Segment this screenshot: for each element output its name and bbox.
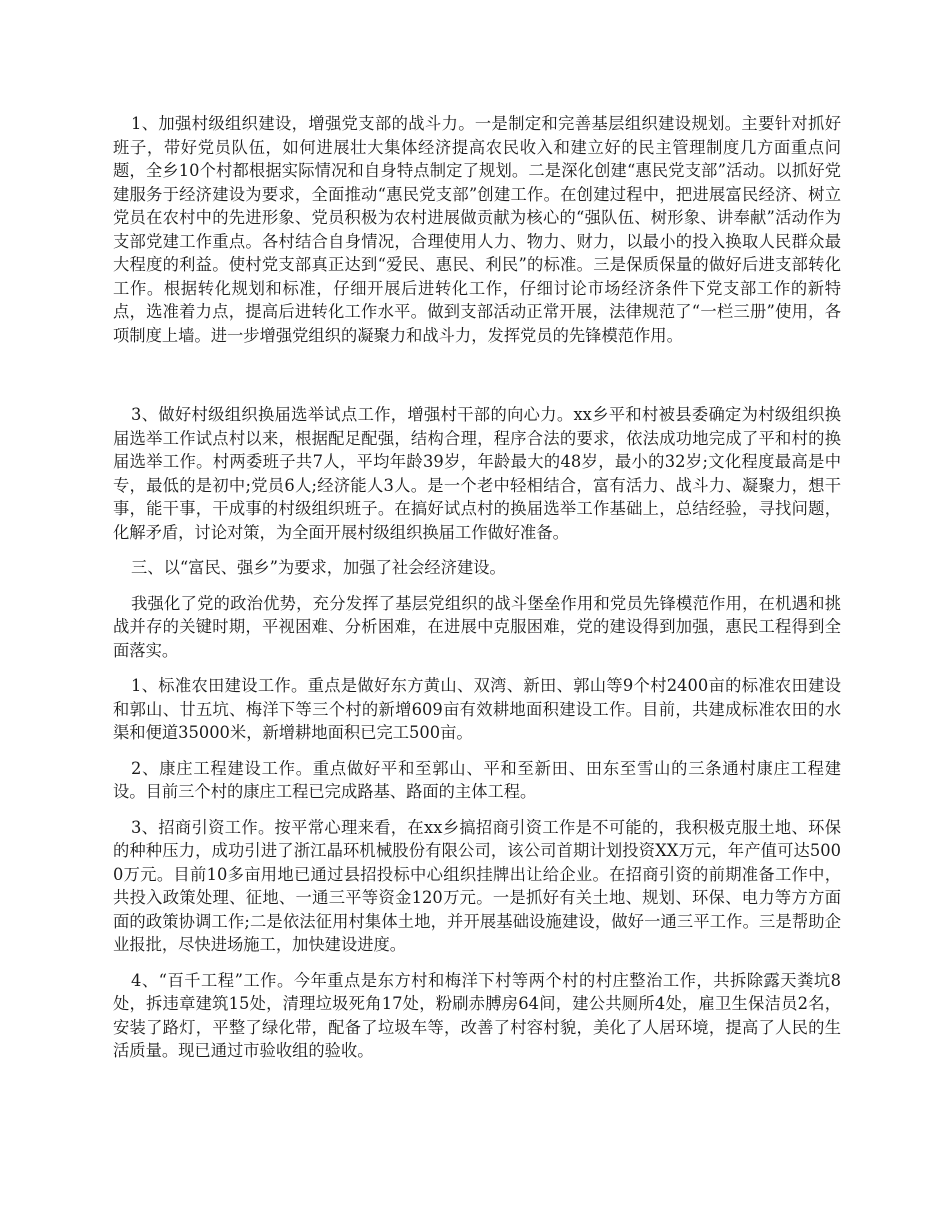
paragraph-farmland-construction: 1、标准农田建设工作。重点是做好东方黄山、双湾、新田、郭山等9个村2400亩的标准农田建设和郭山、廿五坑、梅洋下等三个村的新增609亩有效耕地面积建设工作。目前，共建成标准农田的水渠和便道35000米，新增耕地面积已完工500亩。 [113,676,841,742]
paragraph-political-advantage: 我强化了党的政治优势，充分发挥了基层党组织的战斗堡垒作用和党员先锋模范作用，在机遇和挑战并存的关键时期，平视困难、分析困难，在进展中克服困难，党的建设得到加强，惠民工程得到全面落实。 [113,593,841,660]
paragraph-kangzhuang-project: 2、康庄工程建设工作。重点做好平和至郭山、平和至新田、田东至雪山的三条通村康庄工程建设。目前三个村的康庄工程已完成路基、路面的主体工程。 [113,758,841,801]
paragraph-village-election: 3、做好村级组织换届选举试点工作，增强村干部的向心力。xx乡平和村被县委确定为村级组织换届选举工作试点村以来，根据配足配强，结构合理，程序合法的要求，依法成功地完成了平和村的换届选举工作。村两委班子共7人，平均年龄39岁，年龄最大的48岁，最小的32岁;文化程度最高是中专，最低的是初中;党员6人;经济能人3人。是一个老中轻相结合，富有活力、战斗力、凝聚力，想干事，能干事，干成事的村级组织班子。在搞好试点村的换届选举工作基础上，总结经验，寻找问题，化解矛盾，讨论对策，为全面开展村级组织换届工作做好准备。 [113,405,841,542]
document-body [113,112,841,1075]
paragraph-party-branch-building: 1、加强村级组织建设，增强党支部的战斗力。一是制定和完善基层组织建设规划。主要针对抓好班子，带好党员队伍，如何进展壮大集体经济提高农民收入和建立好的民主管理制度几方面重点问题，全乡10个村都根据实际情况和自身特点制定了规划。二是深化创建“惠民党支部”活动。以抓好党建服务于经济建设为要求，全面推动“惠民党支部”创建工作。在创建过程中，把进展富民经济、树立党员在农村中的先进形象、党员积极为农村进展做贡献为核心的“强队伍、树形象、讲奉献”活动作为支部党建工作重点。各村结合自身情况，合理使用人力、物力、财力，以最小的投入换取人民群众最大程度的利益。使村党支部真正达到“爱民、惠民、利民”的标准。三是保质保量的做好后进支部转化工作。根据转化规划和标准，仔细开展后进转化工作，仔细讨论市场经济条件下党支部工作的新特点，选准着力点，提高后进转化工作水平。做到支部活动正常开展，法律规范了“一栏三册”使用，各项制度上墙。进一步增强党组织的凝聚力和战斗力，发挥党员的先锋模范作用。 [113,114,841,345]
paragraph-baiqian-project: 4、“百千工程”工作。今年重点是东方村和梅洋下村等两个村的村庄整治工作，共拆除露天粪坑8处，拆违章建筑15处，清理垃圾死角17处，粉刷赤膊房64间，建公共厕所4处，雇卫生保洁员2名，安装了路灯，平整了绿化带，配备了垃圾车等，改善了村容村貌，美化了人居环境，提高了人民的生活质量。现已通过市验收组的验收。 [113,970,841,1060]
section-heading-economic-construction: 三、以“富民、强乡”为要求，加强了社会经济建设。 [131,558,506,577]
paragraph-investment-attraction: 3、招商引资工作。按平常心理来看，在xx乡搞招商引资工作是不可能的，我积极克服土地、环保的种种压力，成功引进了浙江晶环机械股份有限公司，该公司首期计划投资XX万元，年产值可达5000万元。目前10多亩用地已通过县招投标中心组织挂牌出让给企业。在招商引资的前期准备工作中，共投入政策处理、征地、一通三平等资金120万元。一是抓好有关土地、规划、环保、电力等方方面面的政策协调工作;二是依法征用村集体土地，并开展基础设施建设，做好一通三平工作。三是帮助企业报批，尽快进场施工，加快建设进度。 [113,817,841,954]
